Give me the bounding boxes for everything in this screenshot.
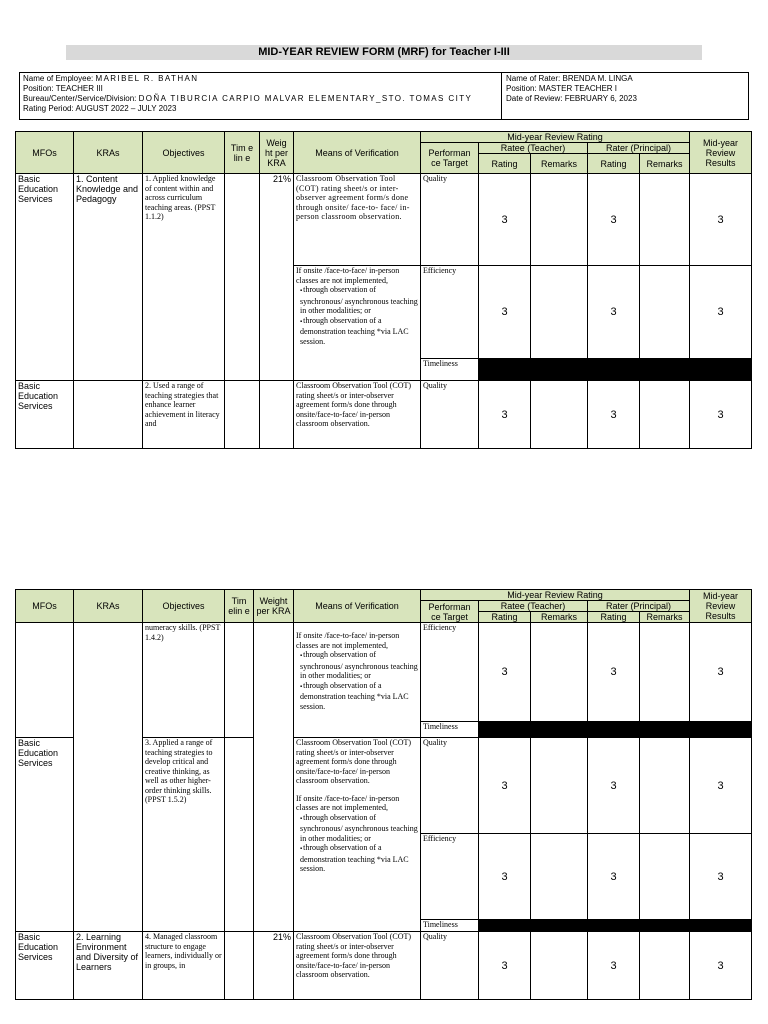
header-ratee: Ratee (Teacher) (479, 143, 588, 154)
bureau-value: DOÑA TIBURCIA CARPIO MALVAR ELEMENTARY_STO. TOMAS CITY (138, 94, 473, 103)
ratee-remarks (531, 738, 588, 834)
header-weight: Weight per KRA (254, 590, 294, 623)
rater-remarks (640, 266, 690, 359)
header-remarks: Remarks (640, 154, 690, 174)
means-cell: Classroom Observation Tool (COT) rating sheet/s or inter-observer agreement form/s done through onsite/face-to-face/ in-person classroom observation. (294, 381, 421, 449)
rater-name-line: Name of Rater: BRENDA M. LINGA (506, 74, 633, 83)
header-timeline: Tim elin e (225, 590, 254, 623)
ratee-remarks (531, 932, 588, 1000)
table-row (16, 932, 752, 1000)
ratee-rating: 3 (479, 932, 531, 1000)
ratee-remarks (531, 174, 588, 266)
timeline-cell (225, 174, 260, 381)
table-row (16, 381, 752, 449)
header-objectives: Objectives (143, 132, 225, 174)
header-means-of-verification: Means of Verification (294, 132, 421, 174)
objective-cell: numeracy skills. (PPST 1.4.2) (143, 623, 225, 738)
mfo-cell: Basic Education Services (16, 738, 74, 932)
ratee-remarks (531, 266, 588, 359)
rater-remarks (640, 738, 690, 834)
review-date-line: Date of Review: FEBRUARY 6, 2023 (506, 94, 637, 103)
header-remarks: Remarks (531, 154, 588, 174)
blacked-out-cell (479, 359, 752, 381)
header-means-of-verification: Means of Verification (294, 590, 421, 623)
rater-rating: 3 (588, 932, 640, 1000)
rater-position: MASTER TEACHER I (538, 84, 618, 93)
rater-rating: 3 (588, 834, 640, 920)
header-kras: KRAs (74, 132, 143, 174)
weight-cell: 21% (254, 932, 294, 1000)
header-mfos: MFOs (16, 132, 74, 174)
table-row (16, 623, 752, 722)
rating-period: AUGUST 2022 – JULY 2023 (75, 104, 177, 113)
target-quality: Quality (421, 174, 479, 266)
rater-remarks (640, 834, 690, 920)
kra-cell: 2. Learning Environment and Diversity of Learners (74, 932, 143, 1000)
ratee-rating: 3 (479, 174, 531, 266)
ratee-rating: 3 (479, 834, 531, 920)
rater-position-line: Position: MASTER TEACHER I (506, 84, 618, 93)
target-efficiency: Efficiency (421, 623, 479, 722)
ratee-rating: 3 (479, 623, 531, 722)
objective-cell: 4. Managed classroom structure to engage learners, individually or in groups, in (143, 932, 225, 1000)
header-mid-year-rating: Mid-year Review Rating (421, 590, 690, 601)
result-cell: 3 (690, 381, 752, 449)
header-rating: Rating (588, 612, 640, 623)
rater-rating: 3 (588, 266, 640, 359)
kra-cell (74, 381, 143, 449)
weight-cell: 21% (260, 174, 294, 381)
result-cell: 3 (690, 266, 752, 359)
target-quality: Quality (421, 738, 479, 834)
review-date: FEBRUARY 6, 2023 (564, 94, 637, 103)
target-timeliness: Timeliness (421, 359, 479, 381)
weight-cell (254, 623, 294, 932)
rating-period-line: Rating Period: AUGUST 2022 – JULY 2023 (23, 104, 177, 113)
header-remarks: Remarks (640, 612, 690, 623)
ratee-remarks (531, 381, 588, 449)
result-cell: 3 (690, 623, 752, 722)
target-quality: Quality (421, 932, 479, 1000)
result-cell: 3 (690, 834, 752, 920)
timeline-cell (225, 738, 254, 932)
header-timeline: Tim e lin e (225, 132, 260, 174)
header-rating: Rating (479, 154, 531, 174)
mfo-cell (16, 623, 74, 738)
blacked-out-cell (479, 920, 752, 932)
mfo-cell: Basic Education Services (16, 174, 74, 381)
ratee-rating: 3 (479, 381, 531, 449)
timeline-cell (225, 623, 254, 738)
ratee-rating: 3 (479, 738, 531, 834)
target-timeliness: Timeliness (421, 920, 479, 932)
bureau-line: Bureau/Center/Service/Division: DOÑA TIBURCIA CARPIO MALVAR ELEMENTARY_STO. TOMAS CITY (23, 94, 473, 103)
table-row (16, 174, 752, 266)
target-timeliness: Timeliness (421, 722, 479, 738)
header-rater: Rater (Principal) (588, 143, 690, 154)
employee-position-line: Position: TEACHER III (23, 84, 103, 93)
header-performance-target: Performan ce Target (421, 601, 479, 623)
header-kras: KRAs (74, 590, 143, 623)
header-weight: Weig ht per KRA (260, 132, 294, 174)
target-efficiency: Efficiency (421, 834, 479, 920)
objective-cell: 3. Applied a range of teaching strategies to develop critical and creative thinking, as well as other higher- order thinking skills. (PPST 1.5.2) (143, 738, 225, 932)
employee-info-box (19, 72, 749, 120)
mfo-cell: Basic Education Services (16, 932, 74, 1000)
mfo-cell: Basic Education Services (16, 381, 74, 449)
header-results: Mid-year Review Results (690, 132, 752, 174)
header-results: Mid-year Review Results (690, 590, 752, 623)
header-ratee: Ratee (Teacher) (479, 601, 588, 612)
rater-remarks (640, 174, 690, 266)
means-cell: If onsite /face-to-face/ in-person classes are not implemented, ▪ through observation of synchronous/ asynchronous teaching in other modalities; or ▪ through observation of a demonstration teaching *via LAC session. (294, 266, 421, 381)
rater-remarks (640, 932, 690, 1000)
info-divider (501, 73, 502, 119)
timeline-cell (225, 932, 254, 1000)
header-rating: Rating (479, 612, 531, 623)
ratee-remarks (531, 623, 588, 722)
employee-name-line: Name of Employee: MARIBEL R. BATHAN (23, 74, 199, 83)
means-cell: Classroom Observation Tool (COT) rating sheet/s or inter-observer agreement form/s done through onsite/face-to-face/ in-person classroom observation. (294, 932, 421, 1000)
form-title: MID-YEAR REVIEW FORM (MRF) for Teacher I-III (66, 45, 702, 60)
target-efficiency: Efficiency (421, 266, 479, 359)
header-rating: Rating (588, 154, 640, 174)
kra-cell: 1. Content Knowledge and Pedagogy (74, 174, 143, 381)
blacked-out-cell (479, 722, 752, 738)
rater-rating: 3 (588, 174, 640, 266)
rater-remarks (640, 623, 690, 722)
result-cell: 3 (690, 174, 752, 266)
ratee-remarks (531, 834, 588, 920)
means-cell: Classroom Observation Tool (COT) rating sheet/s or inter-observer agreement form/s done through onsite/ face-to- face/ in-person classroom observation. (294, 174, 421, 266)
header-objectives: Objectives (143, 590, 225, 623)
rater-rating: 3 (588, 381, 640, 449)
means-cell: Classroom Observation Tool (COT) rating sheet/s or inter-observer agreement form/s done through onsite/face-to-face/ in-person classroom observation. If onsite /face-to-face/ in-person classes are not implemented, ▪ through observation of synchronous/ asynchronous teaching in other modalities; or ▪ through observation of a demonstration teaching *via LAC session. (294, 738, 421, 932)
header-mid-year-rating: Mid-year Review Rating (421, 132, 690, 143)
target-quality: Quality (421, 381, 479, 449)
rater-name: BRENDA M. LINGA (562, 74, 633, 83)
review-table-1 (15, 131, 752, 449)
timeline-cell (225, 381, 260, 449)
header-rater: Rater (Principal) (588, 601, 690, 612)
header-performance-target: Performan ce Target (421, 143, 479, 174)
weight-cell (260, 381, 294, 449)
objective-cell: 1. Applied knowledge of content within and across curriculum teaching areas. (PPST 1.1.2) (143, 174, 225, 381)
ratee-rating: 3 (479, 266, 531, 359)
objective-cell: 2. Used a range of teaching strategies that enhance learner achievement in literacy and (143, 381, 225, 449)
employee-name: MARIBEL R. BATHAN (95, 74, 199, 83)
result-cell: 3 (690, 738, 752, 834)
header-mfos: MFOs (16, 590, 74, 623)
rater-remarks (640, 381, 690, 449)
header-remarks: Remarks (531, 612, 588, 623)
means-cell: If onsite /face-to-face/ in-person classes are not implemented, ▪ through observation of synchronous/ asynchronous teaching in other modalities; or ▪ through observation of a demonstration teaching *via LAC session. (294, 623, 421, 738)
result-cell: 3 (690, 932, 752, 1000)
employee-position: TEACHER III (55, 84, 103, 93)
rater-rating: 3 (588, 623, 640, 722)
review-table-2 (15, 589, 752, 1000)
kra-cell (74, 623, 143, 932)
rater-rating: 3 (588, 738, 640, 834)
